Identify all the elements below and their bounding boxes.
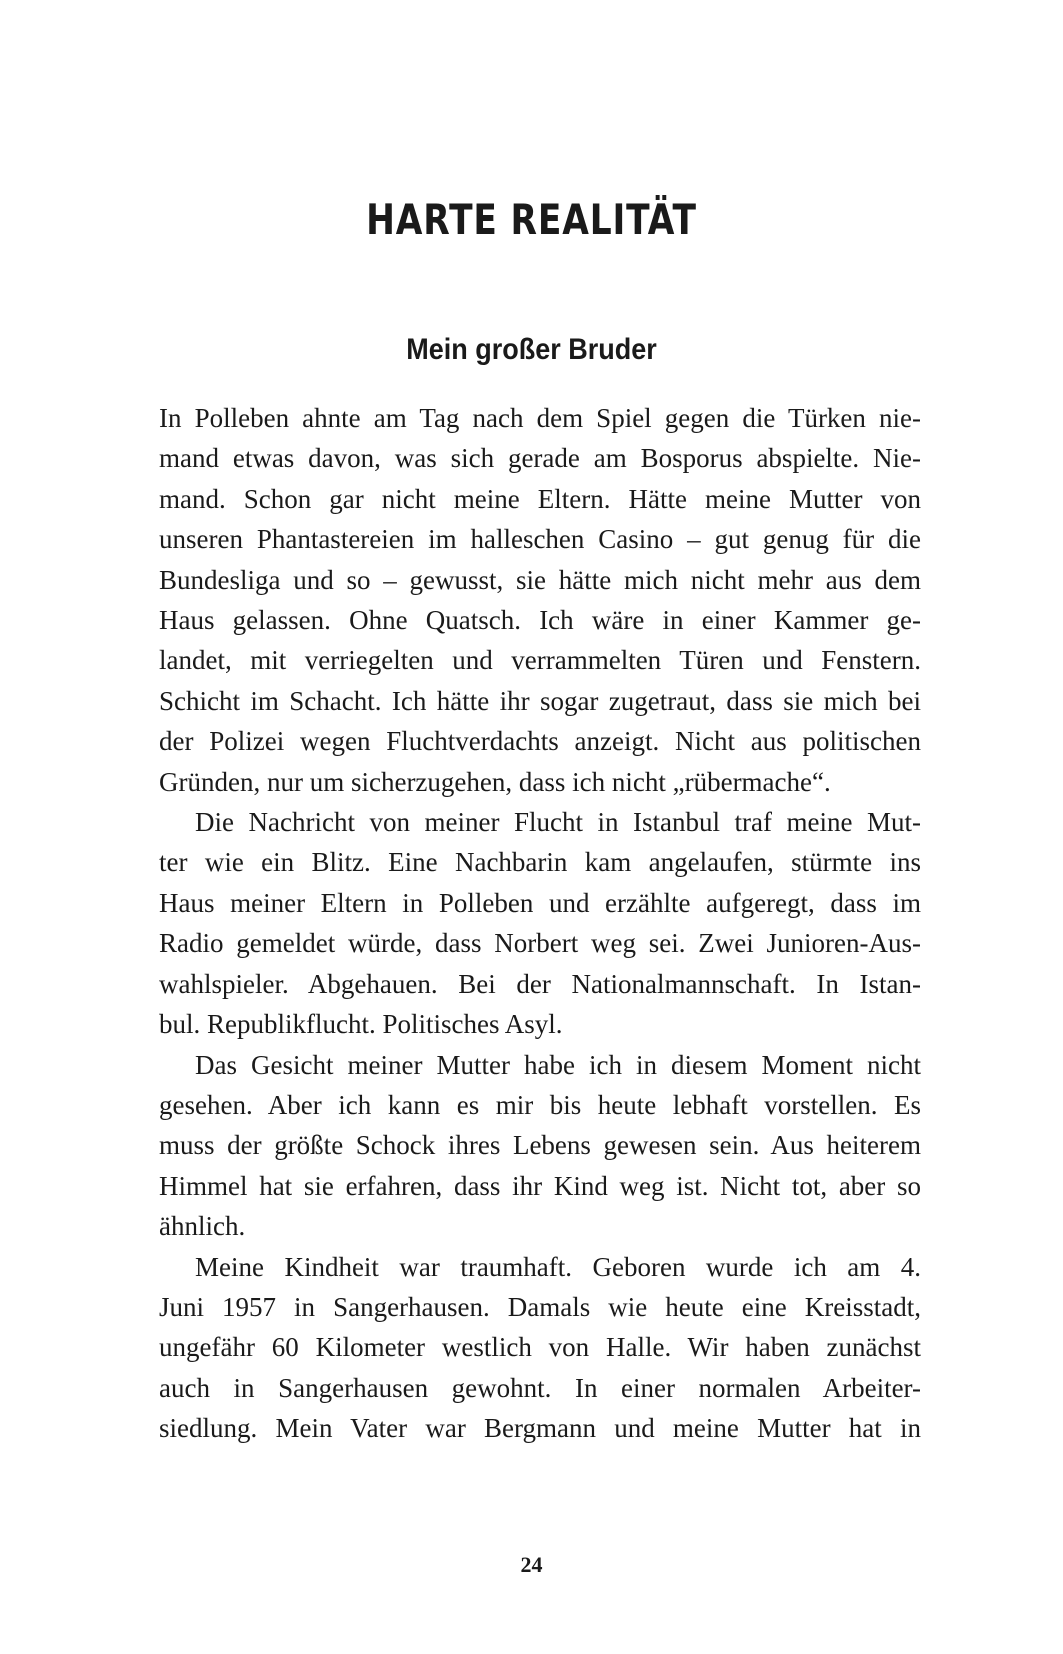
- text-line: In Polleben ahnte am Tag nach dem Spiel gegen die Türken nie-: [159, 403, 921, 433]
- text-line: Himmel hat sie erfahren, dass ihr Kind weg ist. Nicht tot, aber so: [159, 1170, 921, 1201]
- text-line: siedlung. Mein Vater war Bergmann und meine Mutter hat in: [159, 1413, 921, 1444]
- text-line: auch in Sangerhausen gewohnt. In einer normalen Arbeiter-: [159, 1372, 921, 1403]
- text-line: bul. Republikflucht. Politisches Asyl.: [159, 1009, 563, 1040]
- text-line: ungefähr 60 Kilometer westlich von Halle. Wir haben zunächst: [159, 1332, 921, 1363]
- text-line: mand. Schon gar nicht meine Eltern. Hätte meine Mutter von: [159, 483, 921, 514]
- text-line: Die Nachricht von meiner Flucht in Istanbul traf meine Mut-: [195, 807, 921, 838]
- section-title: Mein großer Bruder: [406, 333, 657, 366]
- text-line: unseren Phantastereien im halleschen Casino – gut genug für die: [159, 524, 921, 555]
- text-line: gesehen. Aber ich kann es mir bis heute lebhaft vorstellen. Es: [159, 1089, 921, 1120]
- text-line: wahlspieler. Abgehauen. Bei der Nationalmannschaft. In Istan-: [159, 968, 921, 999]
- text-line: mand etwas davon, was sich gerade am Bosporus abspielte. Nie-: [159, 443, 921, 474]
- text-line: Haus meiner Eltern in Polleben und erzählte aufgeregt, dass im: [159, 887, 921, 918]
- text-line: Bundesliga und so – gewusst, sie hätte mich nicht mehr aus dem: [159, 564, 921, 595]
- text-line: Radio gemeldet würde, dass Norbert weg sei. Zwei Junioren-Aus-: [159, 928, 921, 959]
- text-line: Gründen, nur um sicherzugehen, dass ich nicht „rübermache“.: [159, 766, 831, 797]
- text-line: muss der größte Schock ihres Lebens gewesen sein. Aus heiterem: [159, 1130, 921, 1161]
- text-line: ähnlich.: [159, 1211, 246, 1242]
- paragraph: [159, 1247, 921, 1449]
- page-number: 24: [520, 1552, 543, 1577]
- paragraph: [159, 398, 921, 802]
- paragraph: [159, 802, 921, 1044]
- text-line: ter wie ein Blitz. Eine Nachbarin kam angelaufen, stürmte ins: [159, 847, 921, 878]
- text-line: Das Gesicht meiner Mutter habe ich in diesem Moment nicht: [195, 1049, 921, 1080]
- chapter-title: HARTE REALITÄT: [366, 195, 697, 244]
- body-text: [159, 398, 921, 1449]
- text-line: Haus gelassen. Ohne Quatsch. Ich wäre in einer Kammer ge-: [159, 605, 921, 636]
- paragraph: [159, 1045, 921, 1247]
- text-line: der Polizei wegen Fluchtverdachts anzeigt. Nicht aus politischen: [159, 726, 921, 757]
- text-line: Juni 1957 in Sangerhausen. Damals wie heute eine Kreisstadt,: [159, 1291, 921, 1322]
- text-line: Meine Kindheit war traumhaft. Geboren wurde ich am 4.: [195, 1251, 921, 1282]
- text-line: landet, mit verriegelten und verrammelten Türen und Fenstern.: [159, 645, 921, 676]
- text-line: Schicht im Schacht. Ich hätte ihr sogar zugetraut, dass sie mich bei: [159, 685, 921, 716]
